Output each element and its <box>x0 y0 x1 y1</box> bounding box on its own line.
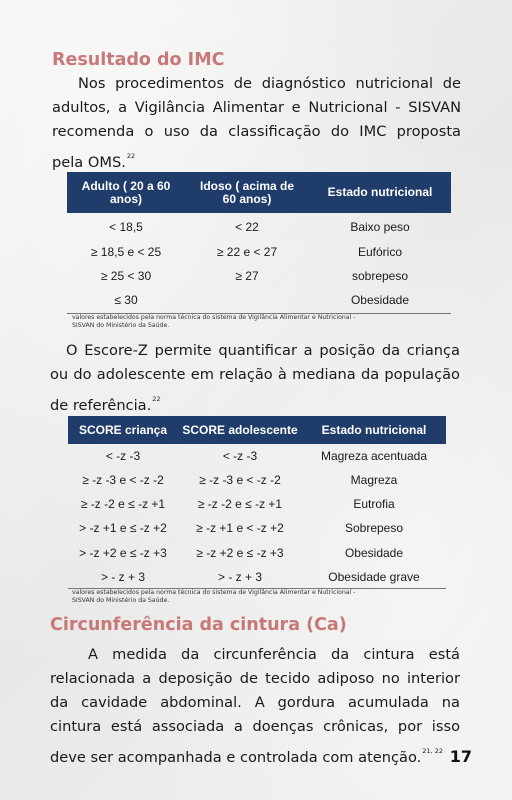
imc-paragraph <box>52 72 461 175</box>
table-cell: Eutrofia <box>353 497 395 511</box>
escore-table-note <box>72 589 472 605</box>
table-row <box>68 565 446 589</box>
imc-line: Nos procedimentos de diagnóstico nutricional de <box>78 75 461 92</box>
table-cell: < -z -3 <box>105 448 141 463</box>
escore-line-last <box>50 387 460 418</box>
table-cell: Sobrepeso <box>344 521 404 535</box>
imc-line: recomenda o uso da classificação do IMC proposta <box>52 123 461 140</box>
table-row <box>68 516 446 540</box>
note-line: SISVAN do Ministério da Saúde. <box>72 597 170 604</box>
imc-header-idoso: Idoso ( acima de 60 anos) <box>199 178 295 206</box>
table-cell: ≥ 27 <box>235 269 259 283</box>
table-row <box>68 444 446 467</box>
table-cell: Baixo peso <box>350 219 410 234</box>
table-cell: > - z + 3 <box>217 570 263 584</box>
escore-header-crianca: SCORE criança <box>78 422 168 437</box>
imc-line: adultos, a Vigilância Alimentar e Nutricional - SISVAN <box>52 99 461 116</box>
table-row <box>67 264 451 288</box>
table-cell: < -z -3 <box>222 448 258 463</box>
table-cell: > -z +2 e ≤ -z +3 <box>79 545 167 560</box>
table-cell: ≤ 30 <box>114 293 138 307</box>
table-cell: Obesidade grave <box>328 570 420 584</box>
note-line: valores estabelecidos pela norma técnica do sistema de Vigilância Alimentar e Nutricional - <box>72 589 356 596</box>
table-cell: > - z + 3 <box>100 570 146 584</box>
table-cell: ≥ -z -3 e < -z -2 <box>199 472 281 487</box>
imc-table <box>67 172 451 314</box>
table-cell: Eufórico <box>357 245 403 259</box>
imc-header-estado: Estado nutricional <box>327 185 433 199</box>
table-cell: ≥ -z -2 e ≤ -z +1 <box>197 497 283 511</box>
cintura-line-last <box>50 739 460 770</box>
page-number: 17 <box>449 747 472 766</box>
escore-table <box>68 416 446 589</box>
table-cell: Magreza acentuada <box>320 448 428 463</box>
cintura-line: relacionada a deposição de tecido adiposo no interior <box>50 670 460 687</box>
table-cell: Obesidade <box>350 293 410 307</box>
escore-header-adolescente: SCORE adolescente <box>182 422 298 437</box>
table-cell: < 22 <box>235 219 259 234</box>
table-cell: ≥ 25 < 30 <box>100 269 152 283</box>
section-title-cintura: Circunferência da cintura (Ca) <box>50 615 347 635</box>
cintura-paragraph <box>50 643 460 770</box>
table-cell: sobrepeso <box>351 269 409 283</box>
escore-table-header <box>68 416 446 444</box>
escore-line-text: de referência. <box>50 397 152 414</box>
note-line: valores estabelecidos pela norma técnica do sistema de Vigilância Alimentar e Nutricional - <box>72 314 356 321</box>
escore-paragraph <box>50 339 460 418</box>
table-cell: ≥ -z -3 e < -z -2 <box>82 472 164 487</box>
table-cell: ≥ -z -2 e ≤ -z +1 <box>80 497 166 511</box>
table-cell: Magreza <box>350 472 398 487</box>
cintura-line: cintura está associada a doenças crônicas, por isso <box>50 718 460 735</box>
escore-line: O Escore-Z permite quantificar a posição da criança <box>66 342 460 359</box>
reference-superscript: 21, 22 <box>422 747 443 755</box>
table-row <box>68 467 446 492</box>
imc-line-last <box>52 144 461 175</box>
note-line: SISVAN do Ministério da Saúde. <box>72 322 170 329</box>
reference-superscript: 22 <box>152 395 161 403</box>
table-row <box>68 492 446 516</box>
table-cell: Obesidade <box>344 545 404 560</box>
table-row <box>68 540 446 565</box>
table-cell: ≥ 22 e < 27 <box>216 245 278 259</box>
cintura-line: A medida da circunferência da cintura está <box>88 646 460 663</box>
table-row <box>67 288 451 312</box>
table-row <box>67 213 451 240</box>
table-cell: < 18,5 <box>109 219 143 234</box>
table-cell: > -z +1 e ≤ -z +2 <box>79 521 167 535</box>
table-row <box>67 240 451 264</box>
imc-line-text: pela OMS. <box>52 154 126 171</box>
imc-header-adulto: Adulto ( 20 a 60 anos) <box>81 178 171 206</box>
escore-header-estado: Estado nutricional <box>321 422 427 437</box>
cintura-line-text: deve ser acompanhada e controlada com atenção. <box>50 749 422 766</box>
imc-table-header <box>67 172 451 213</box>
section-title-imc: Resultado do IMC <box>52 50 225 70</box>
table-cell: ≥ -z +2 e ≤ -z +3 <box>196 545 284 560</box>
reference-superscript: 22 <box>126 152 136 160</box>
table-cell: ≥ 18,5 e < 25 <box>90 245 162 259</box>
escore-line: ou do adolescente em relação à mediana da população <box>50 366 460 383</box>
table-cell: ≥ -z +1 e < -z +2 <box>196 521 284 535</box>
imc-table-note <box>72 314 472 330</box>
cintura-line: da cavidade abdominal. A gordura acumulada na <box>50 694 460 711</box>
